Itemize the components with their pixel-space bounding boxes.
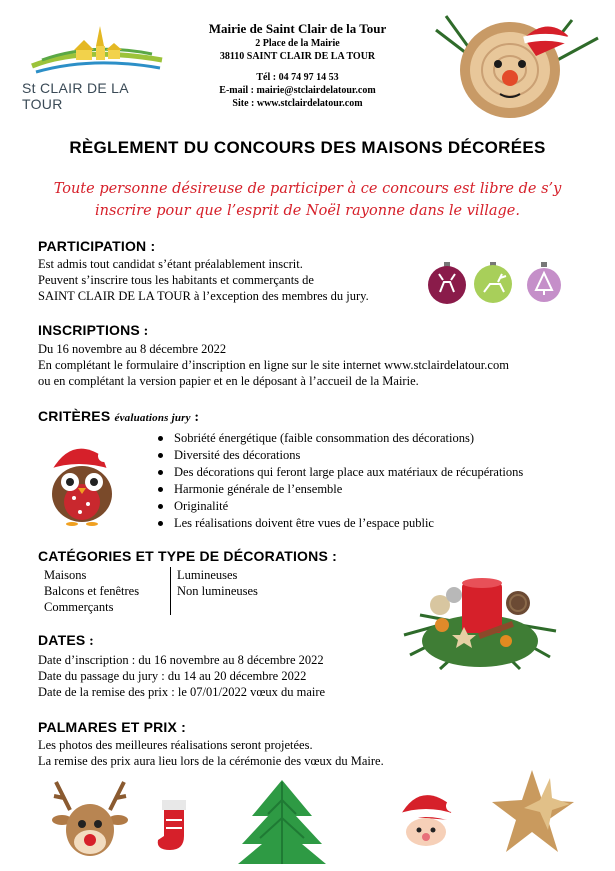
intro-text	[20, 178, 595, 222]
dates-heading	[38, 632, 94, 650]
dates-line: Date de la remise des prix : le 07/01/2022 vœux du maire	[38, 685, 326, 699]
participation-line: SAINT CLAIR DE LA TOUR à l’exception des membres du jury.	[38, 289, 369, 303]
intro-line-1: Toute personne désireuse de participer à ce concours est libre de s’y	[53, 181, 562, 197]
inscriptions-heading-text: INSCRIPTIONS	[38, 322, 140, 338]
bauble-reindeer-icon	[428, 262, 466, 304]
christmas-stocking-icon	[154, 798, 194, 856]
participation-line: Peuvent s’inscrire tous les habitants et commerçants de	[38, 273, 314, 287]
santa-face-icon	[390, 780, 462, 862]
decoration-type: Non lumineuses	[177, 584, 258, 598]
owl-santa-illustration	[42, 436, 122, 526]
palmares-line: La remise des prix aura lieu lors de la cérémonie des vœux du Maire.	[38, 754, 384, 768]
criteria-item: Les réalisations doivent être vues de l’espace public	[156, 515, 586, 532]
inscriptions-line: Du 16 novembre au 8 décembre 2022	[38, 342, 227, 356]
village-logo-icon	[22, 16, 172, 78]
criteria-item: Des décorations qui feront large place aux matériaux de récupérations	[156, 464, 586, 481]
inscriptions-line: ou en complétant la version papier et en le déposant à l’accueil de la Mairie.	[38, 374, 419, 388]
criteria-item: Diversité des décorations	[156, 447, 586, 464]
reindeer-illustration	[46, 780, 134, 862]
dates-text	[38, 652, 325, 700]
page-title: RÈGLEMENT DU CONCOURS DES MAISONS DÉCORÉES	[69, 138, 546, 157]
address-line-2: 38110 SAINT CLAIR DE LA TOUR	[219, 51, 376, 62]
criteria-item: Originalité	[156, 498, 586, 515]
email: E-mail : mairie@stclairdelatour.com	[219, 85, 376, 96]
inscriptions-text	[38, 341, 509, 389]
logo-text: St CLAIR DE LA TOUR	[22, 80, 129, 112]
dates-line: Date du passage du jury : du 14 au 20 décembre 2022	[38, 669, 307, 683]
category-item: Balcons et fenêtres	[44, 584, 140, 598]
category-item: Commerçants	[44, 600, 114, 614]
dates-heading-text: DATES	[38, 632, 86, 648]
criteres-colon: :	[190, 410, 200, 425]
categories-heading: CATÉGORIES ET TYPE DE DÉCORATIONS :	[38, 548, 337, 564]
categories-col-1	[44, 567, 171, 615]
address-line-1: 2 Place de la Mairie	[255, 38, 340, 49]
bauble-deer-icon	[474, 262, 512, 303]
criteria-list	[156, 430, 586, 532]
bauble-ornaments	[426, 260, 566, 306]
palmares-text	[38, 737, 384, 769]
phone: Tél : 04 74 97 14 53	[256, 72, 339, 83]
inscriptions-line: En complétant le formulaire d’inscription en ligne sur le site internet www.stclairdelatour.com	[38, 358, 509, 372]
categories-col-2	[177, 567, 258, 599]
participation-heading: PARTICIPATION :	[38, 238, 156, 254]
inscriptions-colon: :	[139, 324, 149, 339]
palmares-heading: PALMARES ET PRIX :	[38, 719, 187, 735]
christmas-tree-icon	[234, 778, 330, 866]
logo	[22, 16, 172, 112]
wooden-star-icon	[490, 768, 576, 860]
org-name: Mairie de Saint Clair de la Tour	[208, 21, 387, 36]
log-santa-illustration	[432, 8, 602, 120]
website: Site : www.stclairdelatour.com	[232, 98, 363, 109]
dates-colon: :	[85, 634, 94, 649]
criteres-heading	[38, 408, 199, 426]
category-item: Maisons	[44, 568, 87, 582]
bauble-tree-icon	[527, 262, 561, 302]
criteria-item: Harmonie générale de l’ensemble	[156, 481, 586, 498]
intro-line-2: inscrire pour que l’esprit de Noël rayonne dans le village.	[95, 203, 520, 219]
participation-line: Est admis tout candidat s’étant préalablement inscrit.	[38, 257, 303, 271]
criteria-item: Sobriété énergétique (faible consommation des décorations)	[156, 430, 586, 447]
inscriptions-heading	[38, 322, 149, 340]
participation-text	[38, 256, 369, 304]
candle-wreath-illustration	[400, 565, 560, 677]
town-hall-header	[185, 20, 410, 110]
dates-line: Date d’inscription : du 16 novembre au 8 décembre 2022	[38, 653, 324, 667]
criteres-heading-text: CRITÈRES	[38, 408, 111, 424]
decoration-type: Lumineuses	[177, 568, 238, 582]
criteres-subheading: évaluations jury	[114, 412, 191, 424]
palmares-line: Les photos des meilleures réalisations seront projetées.	[38, 738, 313, 752]
